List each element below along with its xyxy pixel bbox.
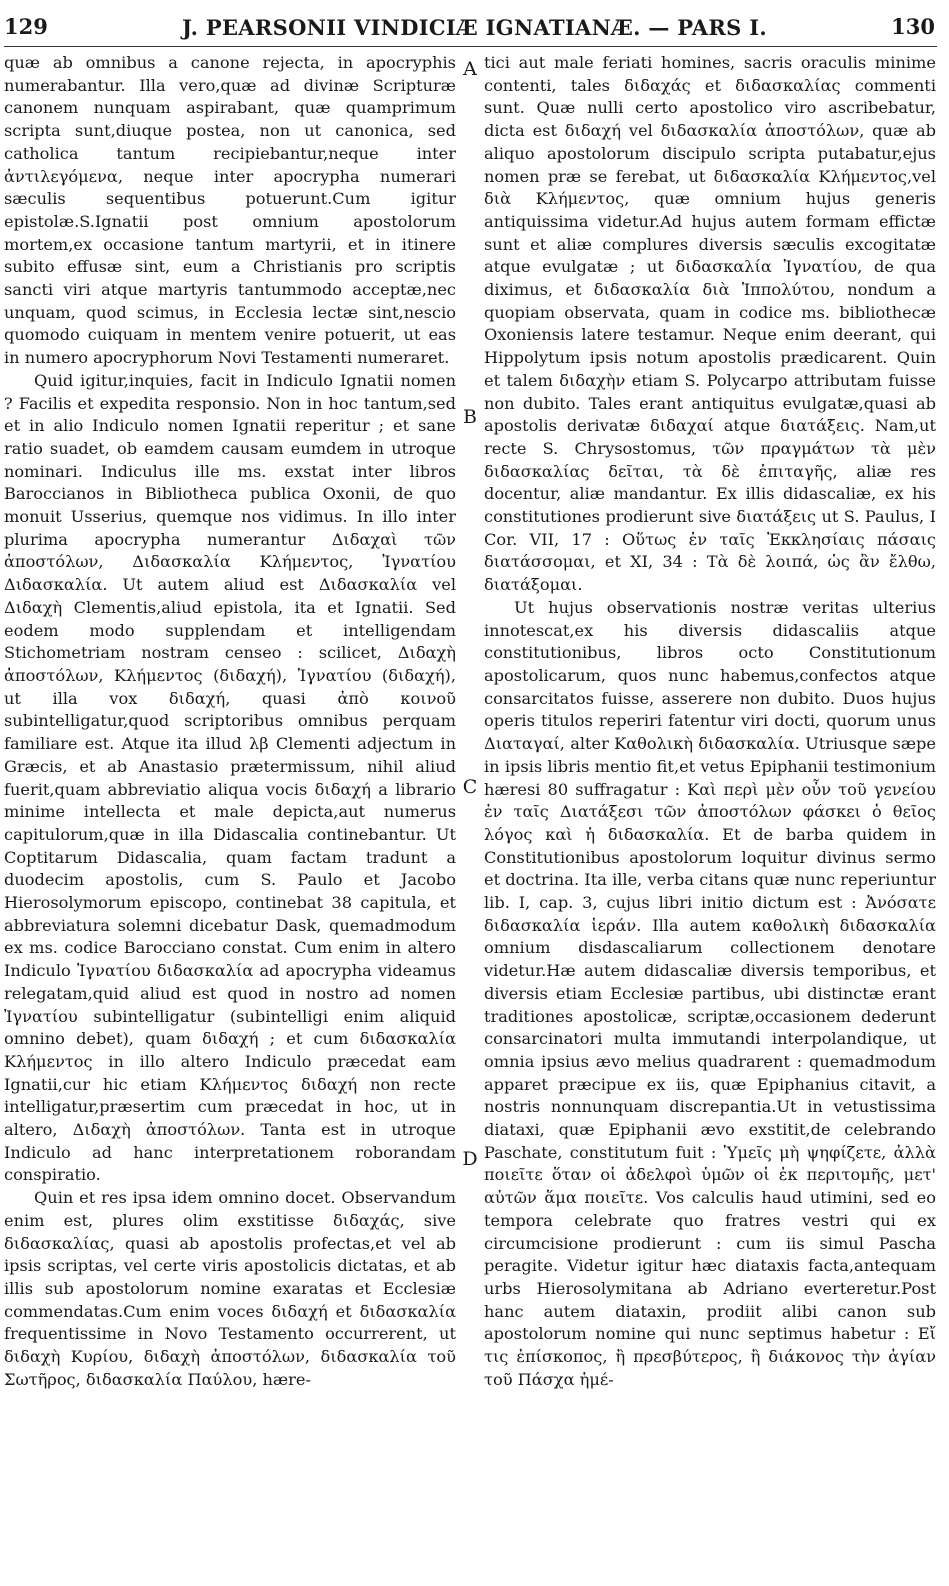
margin-marker-a: A: [463, 58, 477, 80]
page-header: [0, 14, 949, 44]
margin-marker-c: C: [462, 776, 478, 798]
page-number-right: 130: [891, 14, 935, 39]
right-column: [484, 52, 936, 1391]
left-paragraph-1: quæ ab omnibus a canone rejecta, in apocryphis numerabantur. Illa vero,quæ ad divinæ Scripturæ canonem nunquam aspirabant, quæ quamprimum scripta sunt,diuque postea, non ut canonica, sed catholica tantum recipiebantur,neque inter ἀντιλεγόμενα, neque inter apocrypha numerari sæculis sequentibus potuerunt.Cum igitur epistolæ.S.Ignatii post omnium apostolorum mortem,ex occasione tantum martyrii, et in itinere subito effusæ sint, eum a Christianis pro scriptis sancti viri atque martyris tantummodo acceptæ,nec unquam, quod scimus, in Ecclesia lectæ sint,nescio quomodo cuiquam in mentem venire potuerit, ut eas in numero apocryphorum Novi Testamenti numeraret.: [4, 53, 456, 368]
left-paragraph-3: Quin et res ipsa idem omnino docet. Observandum enim est, plures olim exstitisse διδαχάς, sive διδασκαλίας, quasi ab apostolis profectas,et vel ab ipsis scriptas, vel certe viris apostolicis dictatas, et ab illis sub apostolorum nomine exaratas et Ecclesiæ commendatas.Cum enim voces διδαχή et διδασκαλία frequentissime in Novo Testamento occurrerent, ut διδαχὴ Κυρίου, διδαχὴ ἀποστόλων, διδασκαλία τοῦ Σωτῆρος, διδασκαλία Παύλου, hære-: [4, 1188, 456, 1389]
right-paragraph-1: tici aut male feriati homines, sacris oraculis minime contenti, tales διδαχάς et διδασκαλίας commenti sunt. Quæ nulli certo apostolico viro ascribebatur, dicta est διδαχή vel διδασκαλία ἀποστόλων, quæ ab aliquo apostolorum discipulo scripta putabatur,ejus nomen præ se ferebat, ut διδασκαλία Κλήμεντος,vel διὰ Κλήμεντος, quæ omnium hujus generis antiquissima videtur.Ad hujus autem formam effictæ sunt et aliæ complures diversis sæculis excogitatæ atque evulgatæ ; ut διδασκαλία Ἰγνατίου, de qua diximus, et διδασκαλία διὰ Ἱππολύτου, nondum a quopiam observata, quam in codice ms. bibliothecæ Oxoniensis latere testamur. Neque enim deerant, qui Hippolytum ipsis notum apostolis prædicarent. Quin et talem διδαχὴν etiam S. Polycarpo attributam fuisse non dubito. Tales erant antiquitus evulgatæ,quasi ab apostolis derivatæ διδαχαί atque διατάξεις. Nam,ut recte S. Chrysostomus, τῶν πραγμάτων τὰ μὲν διδασκαλίας δεῖται, τὰ δὲ ἐπιταγῆς, aliæ res docentur, aliæ mandantur. Ex illis didascaliæ, ex his constitutiones prodierunt sive διατάξεις ut S. Paulus, I Cor. VII, 17 : Οὕτως ἐν ταῖς Ἐκκλησίαις πάσαις διατάσσομαι, et XI, 34 : Τὰ δὲ λοιπά, ὡς ἂν ἔλθω, διατάξομαι.: [484, 53, 936, 595]
margin-marker-b: B: [463, 406, 477, 428]
running-title: J. PEARSONII VINDICIÆ IGNATIANÆ. — PARS I.: [182, 15, 767, 40]
left-paragraph-2: Quid igitur,inquies, facit in Indiculo Ignatii nomen ? Facilis et expedita responsio. Non in hoc tantum,sed et in alio Indiculo nomen Ignatii reperitur ; et sane ratio suadet, ob eamdem causam eumdem in utroque nominari. Indiculus ille ms. exstat inter libros Baroccianos in Bibliotheca publica Oxonii, de quo monuit Usserius, quemque nos vidimus. In illo inter plurima apocrypha numerantur Διδαχαὶ τῶν ἀποστόλων, Διδασκαλία Κλήμεντος, Ἰγνατίου Διδασκαλία. Ut autem aliud est Διδασκαλία vel Διδαχὴ Clementis,aliud epistola, ita et Ignatii. Sed eodem modo supplendam et intelligendam Stichometriam nostram censeo : scilicet, Διδαχὴ ἀποστόλων, Κλήμεντος (διδαχή), Ἰγνατίου (διδαχή), ut illa vox διδαχή, quasi ἀπὸ κοινοῦ subintelligatur,quod scriptoribus omnibus perquam familiare est. Atque ita illud λβ Clementi adjectum in Græcis, et ab Anastasio prætermissum, nihil aliud fuerit,quam abbreviatio aliqua vocis διδαχή a librario minime intellecta et male depicta,aut numerus capitulorum,quæ in illa Didascalia continebantur. Ut Coptitarum Didascalia, quam factam tradunt a duodecim apostolis, cum S. Paulo et Jacobo Hierosolymorum episcopo, continebat 38 capitula, et abbreviatura solemni dicebatur Dask, quemadmodum ex ms. codice Barocciano constat. Cum enim in altero Indiculo Ἰγνατίου διδασκαλία ad apocrypha videamus relegatam,quid aliud est quod in nostro ad nomen Ἰγνατίου subintelligatur (subintelligi enim aliquid omnino debet), quam διδαχή ; et cum διδασκαλία Κλήμεντος in illo altero Indiculo præcedat eam Ignatii,cur hic etiam Κλήμεντος διδαχή non recte intelligatur,præsertim cum præcedat in hoc, ut in altero, Διδαχὴ ἀποστόλων. Tanta est in utroque Indiculo ad hanc interpretationem roborandam conspiratio.: [4, 370, 456, 1185]
left-column: [4, 52, 456, 1391]
margin-marker-d: D: [462, 1148, 478, 1170]
page-number-left: 129: [4, 14, 48, 39]
header-rule: [4, 46, 937, 47]
right-paragraph-2: Ut hujus observationis nostræ veritas ulterius innotescat,ex his diversis didascaliis atque constitutionibus, libros octo Constitutionum apostolicarum, quos nunc habemus,confectos atque consarcitatos fuisse, asserere non dubito. Duos hujus operis titulos reperiri fatentur viri docti, quorum unus Διαταγαί, alter Καθολικὴ διδασκαλία. Utriusque sæpe in ipsis libris mentio fit,et vetus Epiphanii testimonium hæresi 80 suffragatur : Καὶ περὶ μὲν οὖν τοῦ γενείου ἐν ταῖς Διατάξεσι τῶν ἀποστόλων φάσκει ὁ θεῖος λόγος καὶ ἡ διδασκαλία. Et de barba quidem in Constitutionibus apostolorum loquitur divinus sermo et doctrina. Ita ille, verba citans quæ nunc reperiuntur lib. I, cap. 3, cujus libri initio dictum est : Ἀνόσατε διδασκαλία ἱεράν. Illa autem καθολικὴ διδασκαλία omnium disdascaliarum collectionem denotare videtur.Hæ autem didascaliæ diversis temporibus, et diversis etiam Ecclesiæ partibus, ubi distinctæ erant traditiones apostolicæ, scriptæ,occasionem dederunt consarcinatori multa immutandi interpolandique, ut omnia ipsius ævo melius quadrarent : quemadmodum apparet præcipue ex iis, quæ Epiphanius citavit, a nostris nonnunquam discrepantia.Ut in vetustissima diataxi, quæ Epiphanii ævo exstitit,de celebrando Paschate, constitutum fuit : Ὑμεῖς μὴ ψηφίζετε, ἀλλὰ ποιεῖτε ὅταν οἱ ἀδελφοὶ ὑμῶν οἱ ἐκ περιτομῆς, μετ' αὐτῶν ἅμα ποιεῖτε. Vos calculis haud utimini, sed eo tempora celebrate quo fratres vestri qui ex circumcisione prodierunt : cum iis simul Pascha peragite. Videtur igitur hæc diataxis facta,antequam urbs Hierosolymitana ab Adriano everteretur.Post hanc autem diataxin, prodiit alibi canon sub apostolorum nomine qui nunc septimus habetur : Εἴ τις ἐπίσκοπος, ἢ πρεσβύτερος, ἢ διάκονος τὴν ἁγίαν τοῦ Πάσχα ἡμέ-: [484, 597, 936, 1389]
